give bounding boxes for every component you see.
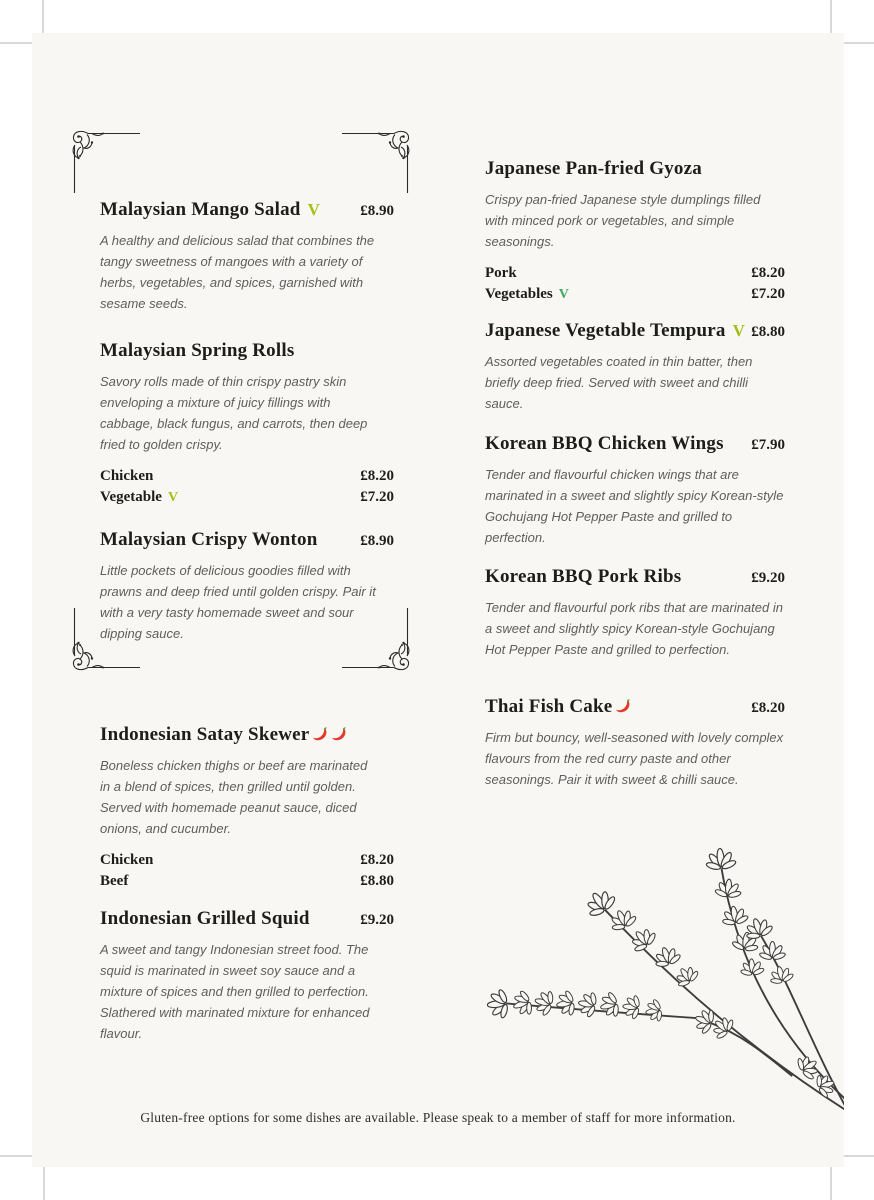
dish-price: £9.20 xyxy=(751,570,785,586)
menu-item xyxy=(485,433,785,548)
variant-price: £8.20 xyxy=(360,468,394,485)
dish-title: Malaysian Spring Rolls xyxy=(100,340,295,361)
crop-mark xyxy=(0,1155,32,1157)
chili-icon xyxy=(330,726,347,742)
dish-price: £7.90 xyxy=(751,437,785,453)
menu-item xyxy=(485,566,785,660)
dish-title: Indonesian Grilled Squid xyxy=(100,908,310,929)
dish-description: Little pockets of delicious goodies filled with prawns and deep fried until golden crispy. Pair it with a very tasty homemade sweet and sour dipping sauce. xyxy=(100,563,376,642)
menu-item xyxy=(100,340,394,508)
menu-page xyxy=(32,33,844,1167)
vegetarian-icon: V xyxy=(307,200,320,219)
dish-description: Boneless chicken thighs or beef are marinated in a blend of spices, then grilled until golden. Served with homemade peanut sauce, diced onions, and cucumber. xyxy=(100,758,368,837)
dish-title: Japanese Vegetable Tempura xyxy=(485,320,726,341)
dish-price: £8.90 xyxy=(360,203,394,219)
dish-description: A sweet and tangy Indonesian street food. The squid is marinated in sweet soy sauce and a mixture of spices and then grilled to perfection. Slathered with marinated mixture for enhanced flavour. xyxy=(100,942,370,1042)
dish-description: Assorted vegetables coated in thin batter, then briefly deep fried. Served with sweet and chilli sauce. xyxy=(485,354,753,412)
chili-icon xyxy=(311,726,328,742)
lavender-illustration xyxy=(447,811,844,1123)
dish-title: Indonesian Satay Skewer xyxy=(100,724,310,745)
crop-mark xyxy=(844,1155,874,1157)
menu-item xyxy=(485,158,785,305)
variant-price: £8.20 xyxy=(751,265,785,282)
chili-icon xyxy=(614,698,631,714)
dish-description: Firm but bouncy, well-seasoned with lovely complex flavours from the red curry paste and other seasonings. Pair it with sweet & chilli sauce. xyxy=(485,730,784,788)
crop-mark xyxy=(0,42,32,44)
variant-name: Beef xyxy=(100,873,129,890)
crop-mark xyxy=(43,1167,45,1200)
dish-description: Crispy pan-fried Japanese style dumplings filled with minced pork or vegetables, and simple seasonings. xyxy=(485,192,761,250)
menu-item xyxy=(100,724,394,892)
dish-description: Savory rolls made of thin crispy pastry skin enveloping a mixture of juicy fillings with cabbage, black fungus, and carrots, then deep fried to golden crispy. xyxy=(100,374,368,453)
menu-column-left xyxy=(100,33,394,1167)
dish-title: Thai Fish Cake xyxy=(485,696,613,717)
menu-item xyxy=(485,320,785,414)
variant-price: £8.80 xyxy=(360,873,394,890)
menu-item xyxy=(100,529,394,644)
dish-description: Tender and flavourful chicken wings that are marinated in a sweet and slightly spicy Korean-style Gochujang Hot Pepper Paste and grilled to perfection. xyxy=(485,467,784,546)
dish-title: Malaysian Crispy Wonton xyxy=(100,529,318,550)
crop-mark xyxy=(42,0,44,33)
menu-item xyxy=(100,199,394,314)
dish-title: Japanese Pan-fried Gyoza xyxy=(485,158,702,179)
variant-price: £8.20 xyxy=(360,852,394,869)
vegetarian-icon: V xyxy=(732,321,745,340)
variant-name: Pork xyxy=(485,265,517,282)
vegetarian-icon: V xyxy=(558,287,569,303)
crop-mark xyxy=(830,1167,832,1200)
dish-price: £8.90 xyxy=(360,533,394,549)
variant-name: Vegetables xyxy=(485,286,553,303)
variant-row xyxy=(485,263,785,284)
variant-price: £7.20 xyxy=(751,286,785,303)
variant-row xyxy=(100,487,394,508)
crop-mark xyxy=(830,0,832,33)
dish-price: £8.80 xyxy=(751,324,785,340)
variant-row xyxy=(100,871,394,892)
variant-name: Chicken xyxy=(100,468,154,485)
variant-row xyxy=(100,850,394,871)
dish-description: Tender and flavourful pork ribs that are marinated in a sweet and slightly spicy Korean-style Gochujang Hot Pepper Paste and grilled to perfection. xyxy=(485,600,783,658)
menu-item xyxy=(485,696,785,790)
variant-price: £7.20 xyxy=(360,489,394,506)
dish-price: £8.20 xyxy=(751,700,785,716)
menu-item xyxy=(100,908,394,1044)
variant-row xyxy=(100,466,394,487)
dish-title: Korean BBQ Chicken Wings xyxy=(485,433,724,454)
vegetarian-icon: V xyxy=(167,490,179,506)
crop-mark xyxy=(844,42,874,44)
dish-description: A healthy and delicious salad that combines the tangy sweetness of mangoes with a variety of herbs, vegetables, and spices, garnished with sesame seeds. xyxy=(100,233,375,312)
dish-price: £9.20 xyxy=(360,912,394,928)
dish-title: Korean BBQ Pork Ribs xyxy=(485,566,682,587)
dish-title: Malaysian Mango Salad xyxy=(100,199,301,220)
variant-row xyxy=(485,284,785,305)
variant-name: Chicken xyxy=(100,852,154,869)
footer-note: Gluten-free options for some dishes are available. Please speak to a member of staff for more information. xyxy=(140,1110,736,1125)
variant-name: Vegetable xyxy=(100,489,162,506)
